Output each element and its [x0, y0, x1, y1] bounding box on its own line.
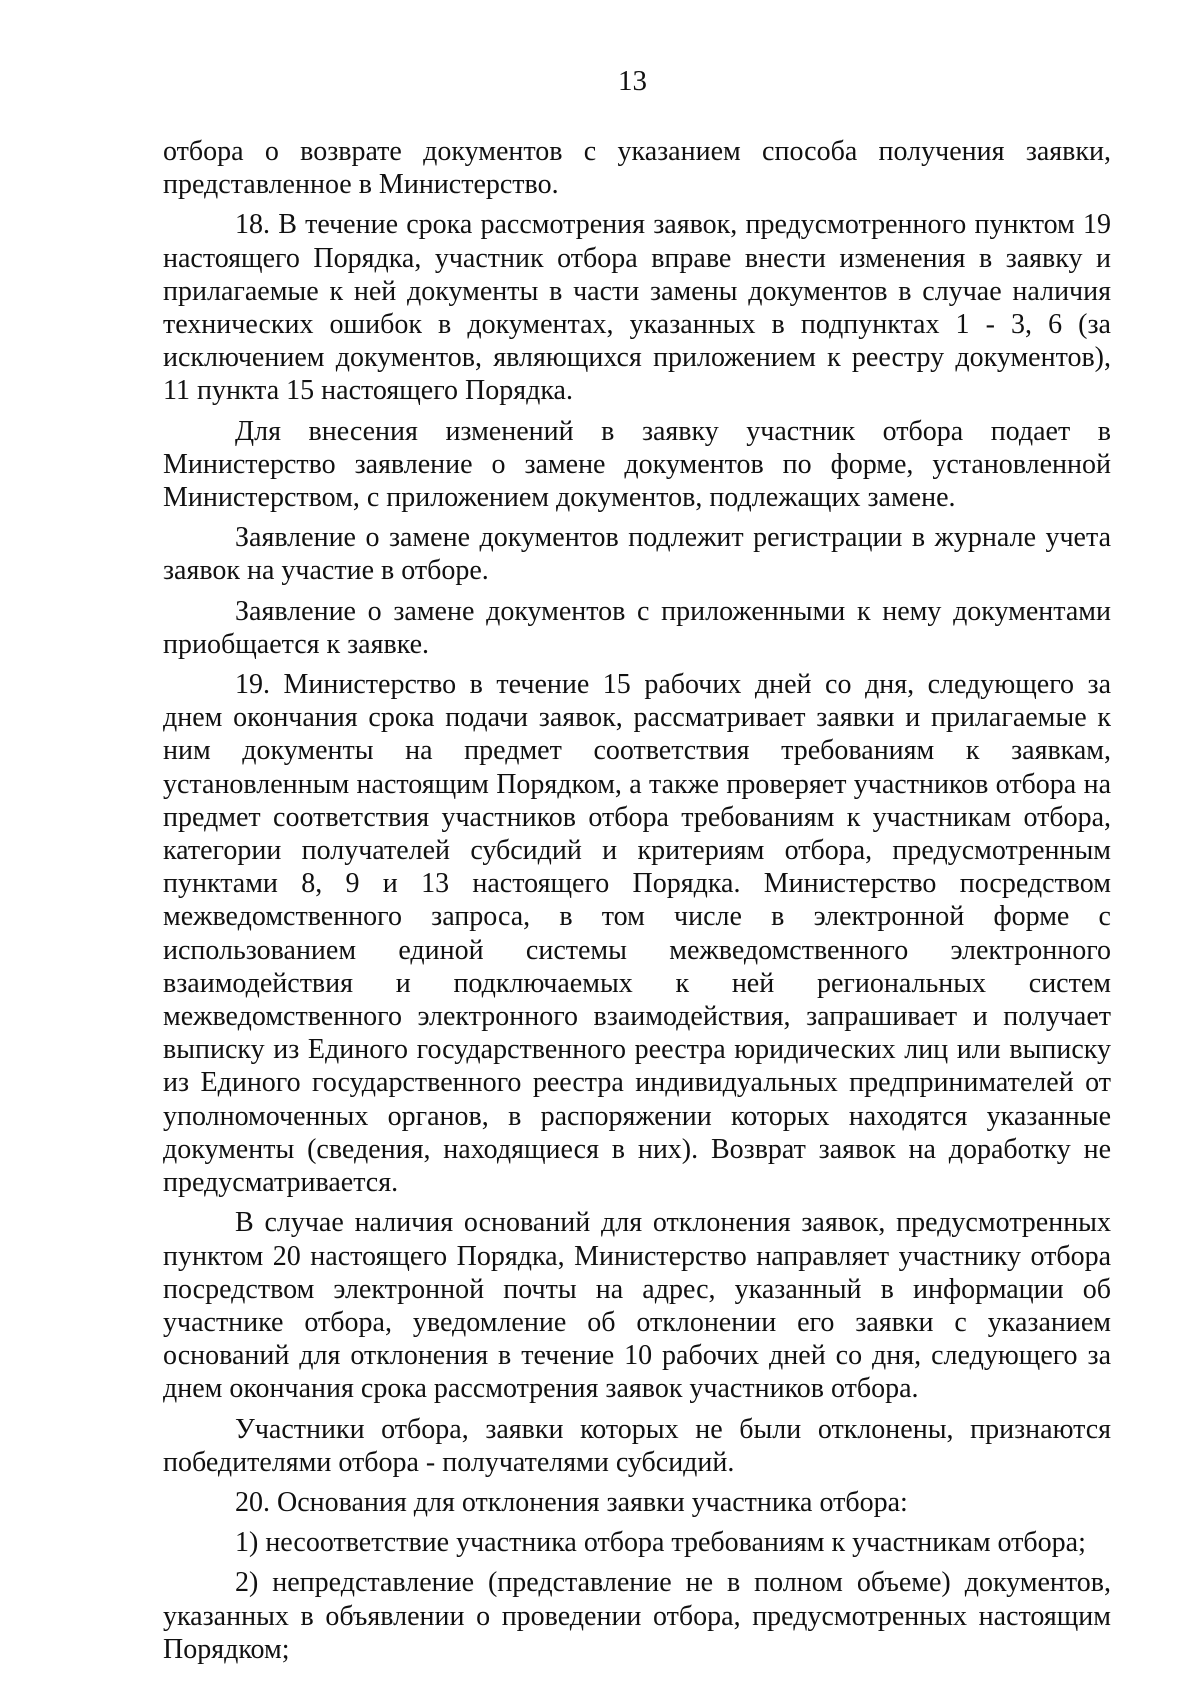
document-body — [163, 135, 1111, 1666]
paragraph-registration: Заявление о замене документов подлежит регистрации в журнале учета заявок на участие в отборе. — [163, 522, 1111, 587]
paragraph-changes-procedure: Для внесения изменений в заявку участник отбора подает в Министерство заявление о замене документов по форме, установленной Министерством, с приложением документов, подлежащих замене. — [163, 415, 1111, 514]
paragraph-item-20: 20. Основания для отклонения заявки участника отбора: — [235, 1486, 908, 1518]
paragraph-winners: Участники отбора, заявки которых не были отклонены, признаются победителями отбора - получателями субсидий. — [163, 1413, 1111, 1478]
page-number: 13 — [618, 65, 647, 97]
paragraph-item-19: 19. Министерство в течение 15 рабочих дней со дня, следующего за днем окончания срока подачи заявок, рассматривает заявки и прилагаемые к ним документы на предмет соответствия требованиям к заявкам, установленным настоящим Порядком, а также проверяет участников отбора на предмет соответствия участников отбора требованиям к участникам отбора, категории получателей субсидий и критериям отбора, предусмотренным пунктами 8, 9 и 13 настоящего Порядка. Министерство посредством межведомственного запроса, в том числе в электронной форме с использованием единой системы межведомственного электронного взаимодействия и подключаемых к ней региональных систем межведомственного электронного взаимодействия, запрашивает и получает выписку из Единого государственного реестра юридических лиц или выписку из Единого государственного реестра индивидуальных предпринимателей от уполномоченных органов, в распоряжении которых находятся указанные документы (сведения, находящиеся в них). Возврат заявок на доработку не предусматривается. — [163, 669, 1111, 1199]
paragraph-rejection-notice: В случае наличия оснований для отклонения заявок, предусмотренных пунктом 20 настоящего Порядка, Министерство направляет участнику отбора посредством электронной почты на адрес, указанный в информации об участнике отбора, уведомление об отклонении его заявки с указанием оснований для отклонения в течение 10 рабочих дней со дня, следующего за днем окончания срока рассмотрения заявок участников отбора. — [163, 1207, 1111, 1405]
paragraph-attachment: Заявление о замене документов с приложенными к нему документами приобщается к заявке. — [163, 595, 1111, 660]
paragraph-continuation: отбора о возврате документов с указанием способа получения заявки, представленное в Министерство. — [163, 136, 1111, 201]
list-item-2: 2) непредставление (представление не в полном объеме) документов, указанных в объявлении о проведении отбора, предусмотренных настоящим Порядком; — [163, 1567, 1111, 1665]
list-item-1: 1) несоответствие участника отбора требованиям к участникам отбора; — [235, 1527, 1086, 1559]
paragraph-item-18: 18. В течение срока рассмотрения заявок, предусмотренного пунктом 19 настоящего Порядка, участник отбора вправе внести изменения в заявку и прилагаемые к ней документы в части замены документов в случае наличия технических ошибок в документах, указанных в подпунктах 1 - 3, 6 (за исключением документов, являющихся приложением к реестру документов), 11 пункта 15 настоящего Порядка. — [163, 209, 1111, 407]
